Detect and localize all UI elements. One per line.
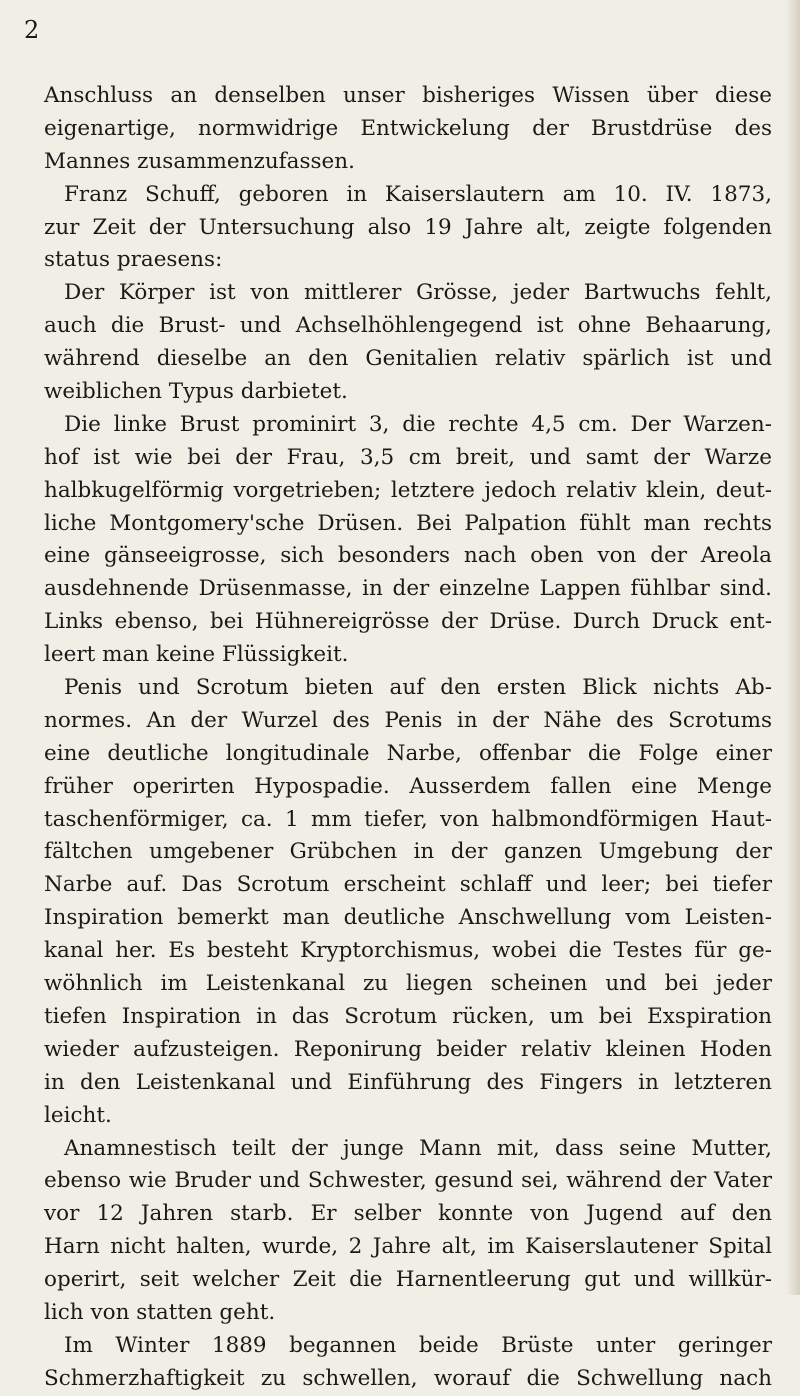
text-line: eigenartige, normwidrige Entwickelung der Brustdrüse des	[44, 115, 772, 141]
text-line: fältchen umgebener Grübchen in der ganzen Umgebung der	[44, 839, 772, 865]
text-line: kanal her. Es besteht Kryptorchismus, wobei die Testes für ge-	[44, 938, 772, 964]
text-line: halbkugelförmig vorgetrieben; letztere jedoch relativ klein, deut-	[44, 477, 772, 503]
text-line: zur Zeit der Untersuchung also 19 Jahre alt, zeigte folgenden	[44, 214, 772, 240]
text-line: ebenso wie Bruder und Schwester, gesund sei, während der Vater	[44, 1168, 772, 1194]
text-line: ausdehnende Drüsenmasse, in der einzelne Lappen fühlbar sind.	[44, 576, 772, 602]
text-line: Der Körper ist von mittlerer Grösse, jeder Bartwuchs fehlt,	[64, 280, 772, 306]
text-line: Franz Schuff, geboren in Kaiserslautern am 10. IV. 1873,	[64, 181, 772, 207]
text-line: Inspiration bemerkt man deutliche Anschwellung vom Leisten-	[44, 905, 772, 931]
text-line: Anamnestisch teilt der junge Mann mit, dass seine Mutter,	[64, 1135, 772, 1161]
text-line: Mannes zusammenzufassen.	[44, 148, 355, 174]
text-line: Schmerzhaftigkeit zu schwellen, worauf die Schwellung nach	[44, 1365, 772, 1391]
text-line: eine gänseeigrosse, sich besonders nach oben von der Areola	[44, 543, 772, 569]
body-text	[44, 80, 772, 1396]
text-line: Narbe auf. Das Scrotum erscheint schlaff und leer; bei tiefer	[44, 872, 772, 898]
text-line: auch die Brust- und Achselhöhlengegend ist ohne Behaarung,	[44, 313, 772, 339]
text-line: Links ebenso, bei Hühnereigrösse der Drüse. Durch Druck ent-	[44, 609, 772, 635]
text-line: Im Winter 1889 begannen beide Brüste unter geringer	[64, 1332, 772, 1358]
text-line: leert man keine Flüssigkeit.	[44, 642, 349, 668]
text-line: hof ist wie bei der Frau, 3,5 cm breit, und samt der Warze	[44, 444, 772, 470]
text-line: Die linke Brust prominirt 3, die rechte 4,5 cm. Der Warzen-	[64, 411, 772, 437]
text-line: leicht.	[44, 1102, 112, 1128]
text-line: wöhnlich im Leistenkanal zu liegen scheinen und bei jeder	[44, 971, 772, 997]
text-line: Anschluss an denselben unser bisheriges Wissen über diese	[44, 83, 772, 108]
text-line: eine deutliche longitudinale Narbe, offenbar die Folge einer	[44, 740, 772, 766]
text-line: tiefen Inspiration in das Scrotum rücken, um bei Exspiration	[44, 1003, 772, 1029]
page-edge-shadow	[786, 0, 800, 1295]
text-line: lich von statten geht.	[44, 1299, 276, 1325]
text-line: taschenförmiger, ca. 1 mm tiefer, von halbmondförmigen Haut-	[44, 806, 772, 832]
text-line: normes. An der Wurzel des Penis in der Nähe des Scrotums	[44, 707, 772, 733]
text-line: wieder aufzusteigen. Reponirung beider relativ kleinen Hoden	[44, 1036, 772, 1062]
text-line: status praesens:	[44, 247, 223, 273]
text-line: früher operirten Hypospadie. Ausserdem fallen eine Menge	[44, 773, 772, 799]
text-line: während dieselbe an den Genitalien relativ spärlich ist und	[44, 346, 772, 372]
text-line: weiblichen Typus darbietet.	[44, 379, 348, 405]
text-line: liche Montgomery'sche Drüsen. Bei Palpation fühlt man rechts	[44, 510, 772, 536]
page-number: 2	[24, 16, 40, 44]
text-line: vor 12 Jahren starb. Er selber konnte von Jugend auf den	[44, 1201, 772, 1227]
text-line: in den Leistenkanal und Einführung des Fingers in letzteren	[44, 1069, 772, 1095]
text-line: Harn nicht halten, wurde, 2 Jahre alt, im Kaiserslautener Spital	[44, 1234, 772, 1260]
text-line: operirt, seit welcher Zeit die Harnentleerung gut und willkür-	[44, 1267, 772, 1293]
text-line: Penis und Scrotum bieten auf den ersten Blick nichts Ab-	[64, 675, 772, 701]
